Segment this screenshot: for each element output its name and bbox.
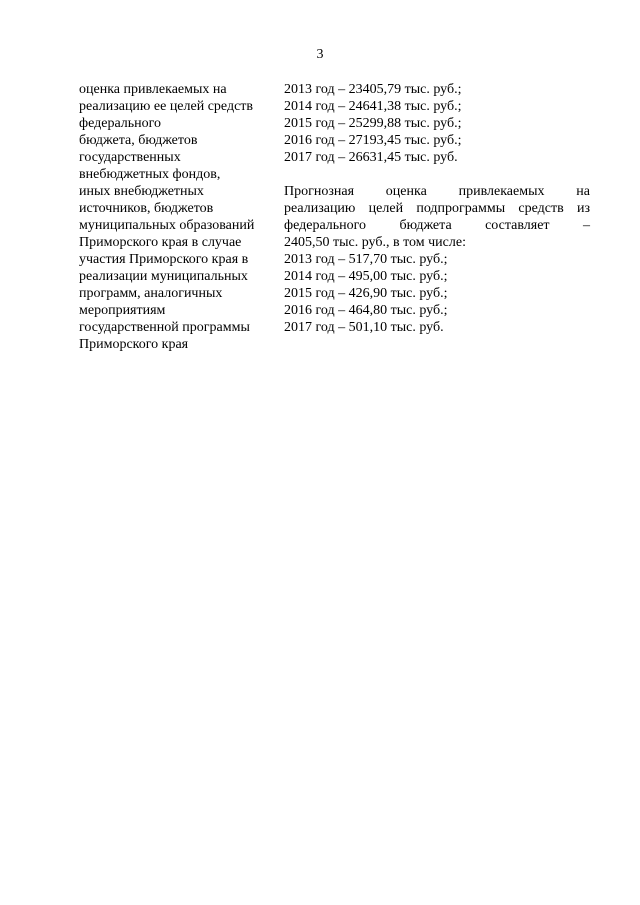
left-line: муниципальных образований — [79, 218, 255, 233]
forecast-word: оценка — [385, 184, 427, 199]
year-amount-line: 2015 год – 25299,88 тыс. руб.; — [284, 116, 462, 131]
left-line: мероприятиям — [79, 303, 166, 318]
left-line: федерального — [79, 116, 162, 131]
forecast-word: – — [582, 218, 590, 233]
left-line: государственных — [79, 150, 181, 165]
left-line: участия Приморского края в — [79, 252, 249, 267]
forecast-paragraph-line — [284, 217, 590, 234]
forecast-word: целей — [368, 201, 404, 216]
forecast-word: Прогнозная — [284, 184, 355, 199]
left-line: программ, аналогичных — [79, 286, 223, 301]
year-amount-line: 2014 год – 495,00 тыс. руб.; — [284, 269, 448, 284]
year-amount-line: 2014 год – 24641,38 тыс. руб.; — [284, 99, 462, 114]
page-number: 3 — [316, 47, 324, 62]
forecast-word: подпрограммы — [416, 201, 506, 216]
year-amount-line: 2015 год – 426,90 тыс. руб.; — [284, 286, 448, 301]
forecast-word: федерального — [284, 218, 367, 233]
year-amount-line: 2016 год – 464,80 тыс. руб.; — [284, 303, 448, 318]
forecast-total-line: 2405,50 тыс. руб., в том числе: — [284, 235, 466, 250]
year-amount-line: 2017 год – 26631,45 тыс. руб. — [284, 150, 458, 165]
left-line: иных внебюджетных — [79, 184, 204, 199]
forecast-paragraph-line — [284, 183, 590, 200]
year-amount-line: 2013 год – 23405,79 тыс. руб.; — [284, 82, 462, 97]
forecast-word: реализацию — [284, 201, 356, 216]
forecast-paragraph-line — [284, 200, 590, 217]
forecast-word: на — [576, 184, 590, 199]
left-line: оценка привлекаемых на — [79, 82, 227, 97]
left-line: Приморского края — [79, 337, 189, 352]
forecast-word: из — [576, 201, 590, 216]
left-column-label — [79, 81, 279, 353]
paragraph-gap — [284, 166, 590, 183]
left-line: реализации муниципальных — [79, 269, 248, 284]
left-line: государственной программы — [79, 320, 250, 335]
left-line: бюджета, бюджетов — [79, 133, 198, 148]
forecast-word: бюджета — [399, 218, 452, 233]
right-column-values — [284, 81, 590, 336]
year-amount-line: 2013 год – 517,70 тыс. руб.; — [284, 252, 448, 267]
forecast-word: привлекаемых — [458, 184, 545, 199]
left-line: Приморского края в случае — [79, 235, 242, 250]
forecast-word: средств — [518, 201, 564, 216]
year-amount-line: 2016 год – 27193,45 тыс. руб.; — [284, 133, 462, 148]
year-amount-line: 2017 год – 501,10 тыс. руб. — [284, 320, 444, 335]
left-line: источников, бюджетов — [79, 201, 214, 216]
left-line: внебюджетных фондов, — [79, 167, 221, 182]
left-line: реализацию ее целей средств — [79, 99, 254, 114]
forecast-word: составляет — [485, 218, 550, 233]
